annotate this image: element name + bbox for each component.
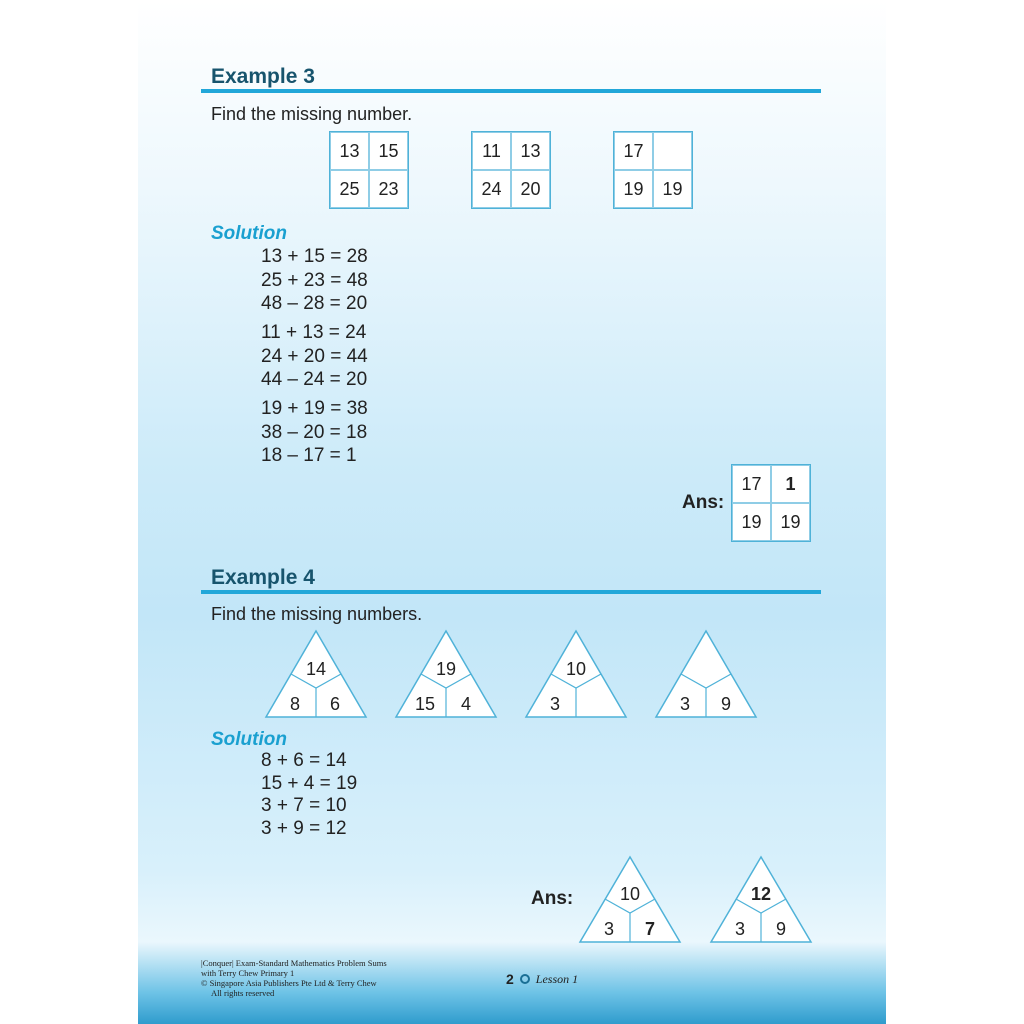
triangle-left-number: 3	[679, 694, 691, 714]
triangle-left-number: 3	[549, 694, 561, 714]
grid-cell: 13	[511, 132, 550, 170]
triangle-top-number-answer: 12	[750, 884, 772, 904]
number-triangle-2	[396, 631, 496, 717]
footer-book-info	[201, 958, 387, 998]
number-triangle-4	[656, 631, 756, 717]
footer-line: with Terry Chew Primary 1	[201, 968, 295, 978]
solution-line: 48 – 28 = 20	[261, 293, 368, 314]
solution-line: 44 – 24 = 20	[261, 369, 368, 390]
triangle-right-number: 9	[720, 694, 732, 714]
example-4-instruction: Find the missing numbers.	[211, 604, 423, 624]
example-4-answer-label: Ans:	[531, 888, 574, 909]
solution-line: 38 – 20 = 18	[261, 421, 368, 443]
solution-line: 25 + 23 = 48	[261, 269, 368, 291]
grid-cell: 20	[511, 170, 550, 208]
triangle-left-number: 8	[289, 694, 301, 714]
triangle-left-number: 3	[603, 919, 615, 939]
number-triangle-3	[526, 631, 626, 717]
solution-line: 8 + 6 = 14	[261, 750, 347, 771]
triangle-top-number: 14	[305, 659, 327, 679]
answer-triangle-2	[711, 857, 811, 942]
triangle-top-number: 10	[619, 884, 641, 904]
number-triangle-1	[266, 631, 366, 717]
solution-line: 3 + 9 = 12	[261, 817, 347, 839]
triangle-left-number: 3	[734, 919, 746, 939]
example-3-solution-label: Solution	[211, 223, 287, 244]
lesson-label: Lesson 1	[535, 971, 579, 986]
grid-cell: 19	[732, 503, 771, 541]
example-3-answer-label: Ans:	[682, 492, 725, 513]
footer-line: |Conquer| Exam-Standard Mathematics Problem Sums	[201, 958, 387, 968]
triangle-right-number: 9	[775, 919, 787, 939]
grid-cell: 19	[771, 503, 810, 541]
triangle-diagrams	[138, 0, 886, 1024]
grid-cell-answer: 1	[771, 465, 810, 503]
answer-triangle-1	[580, 857, 680, 942]
triangle-top-number: 19	[435, 659, 457, 679]
solution-line: 24 + 20 = 44	[261, 345, 368, 367]
grid-cell: 13	[330, 132, 369, 170]
triangle-right-number-answer: 7	[644, 919, 656, 939]
solution-line: 15 + 4 = 19	[261, 772, 358, 794]
grid-cell: 11	[472, 132, 511, 170]
triangle-top-number: 10	[565, 659, 587, 679]
example-4-title: Example 4	[211, 566, 315, 589]
grid-cell: 25	[330, 170, 369, 208]
circle-bullet-icon	[520, 974, 530, 984]
triangle-left-number: 15	[414, 694, 436, 714]
grid-cell: 24	[472, 170, 511, 208]
triangle-right-number: 6	[329, 694, 341, 714]
grid-cell: 19	[614, 170, 653, 208]
grid-cell: 17	[732, 465, 771, 503]
grid-cell: 17	[614, 132, 653, 170]
triangle-right-number: 4	[460, 694, 472, 714]
solution-line: 18 – 17 = 1	[261, 445, 357, 466]
example-4-solution	[261, 750, 357, 840]
workbook-page	[138, 0, 886, 1024]
page-number: 2	[506, 971, 514, 987]
grid-cell: 19	[653, 170, 692, 208]
solution-line: 3 + 7 = 10	[261, 795, 347, 816]
page-footer-number	[506, 971, 578, 987]
solution-line: 19 + 19 = 38	[261, 398, 368, 419]
footer-line: © Singapore Asia Publishers Pte Ltd & Terry Chew	[201, 978, 377, 988]
example-3-title: Example 3	[211, 65, 315, 88]
footer-line: All rights reserved	[211, 988, 275, 998]
solution-line: 11 + 13 = 24	[261, 322, 367, 343]
grid-cell: 15	[369, 132, 408, 170]
solution-line: 13 + 15 = 28	[261, 246, 368, 267]
example-3-instruction: Find the missing number.	[211, 104, 413, 124]
example-4-solution-label: Solution	[211, 729, 287, 750]
grid-cell: 23	[369, 170, 408, 208]
